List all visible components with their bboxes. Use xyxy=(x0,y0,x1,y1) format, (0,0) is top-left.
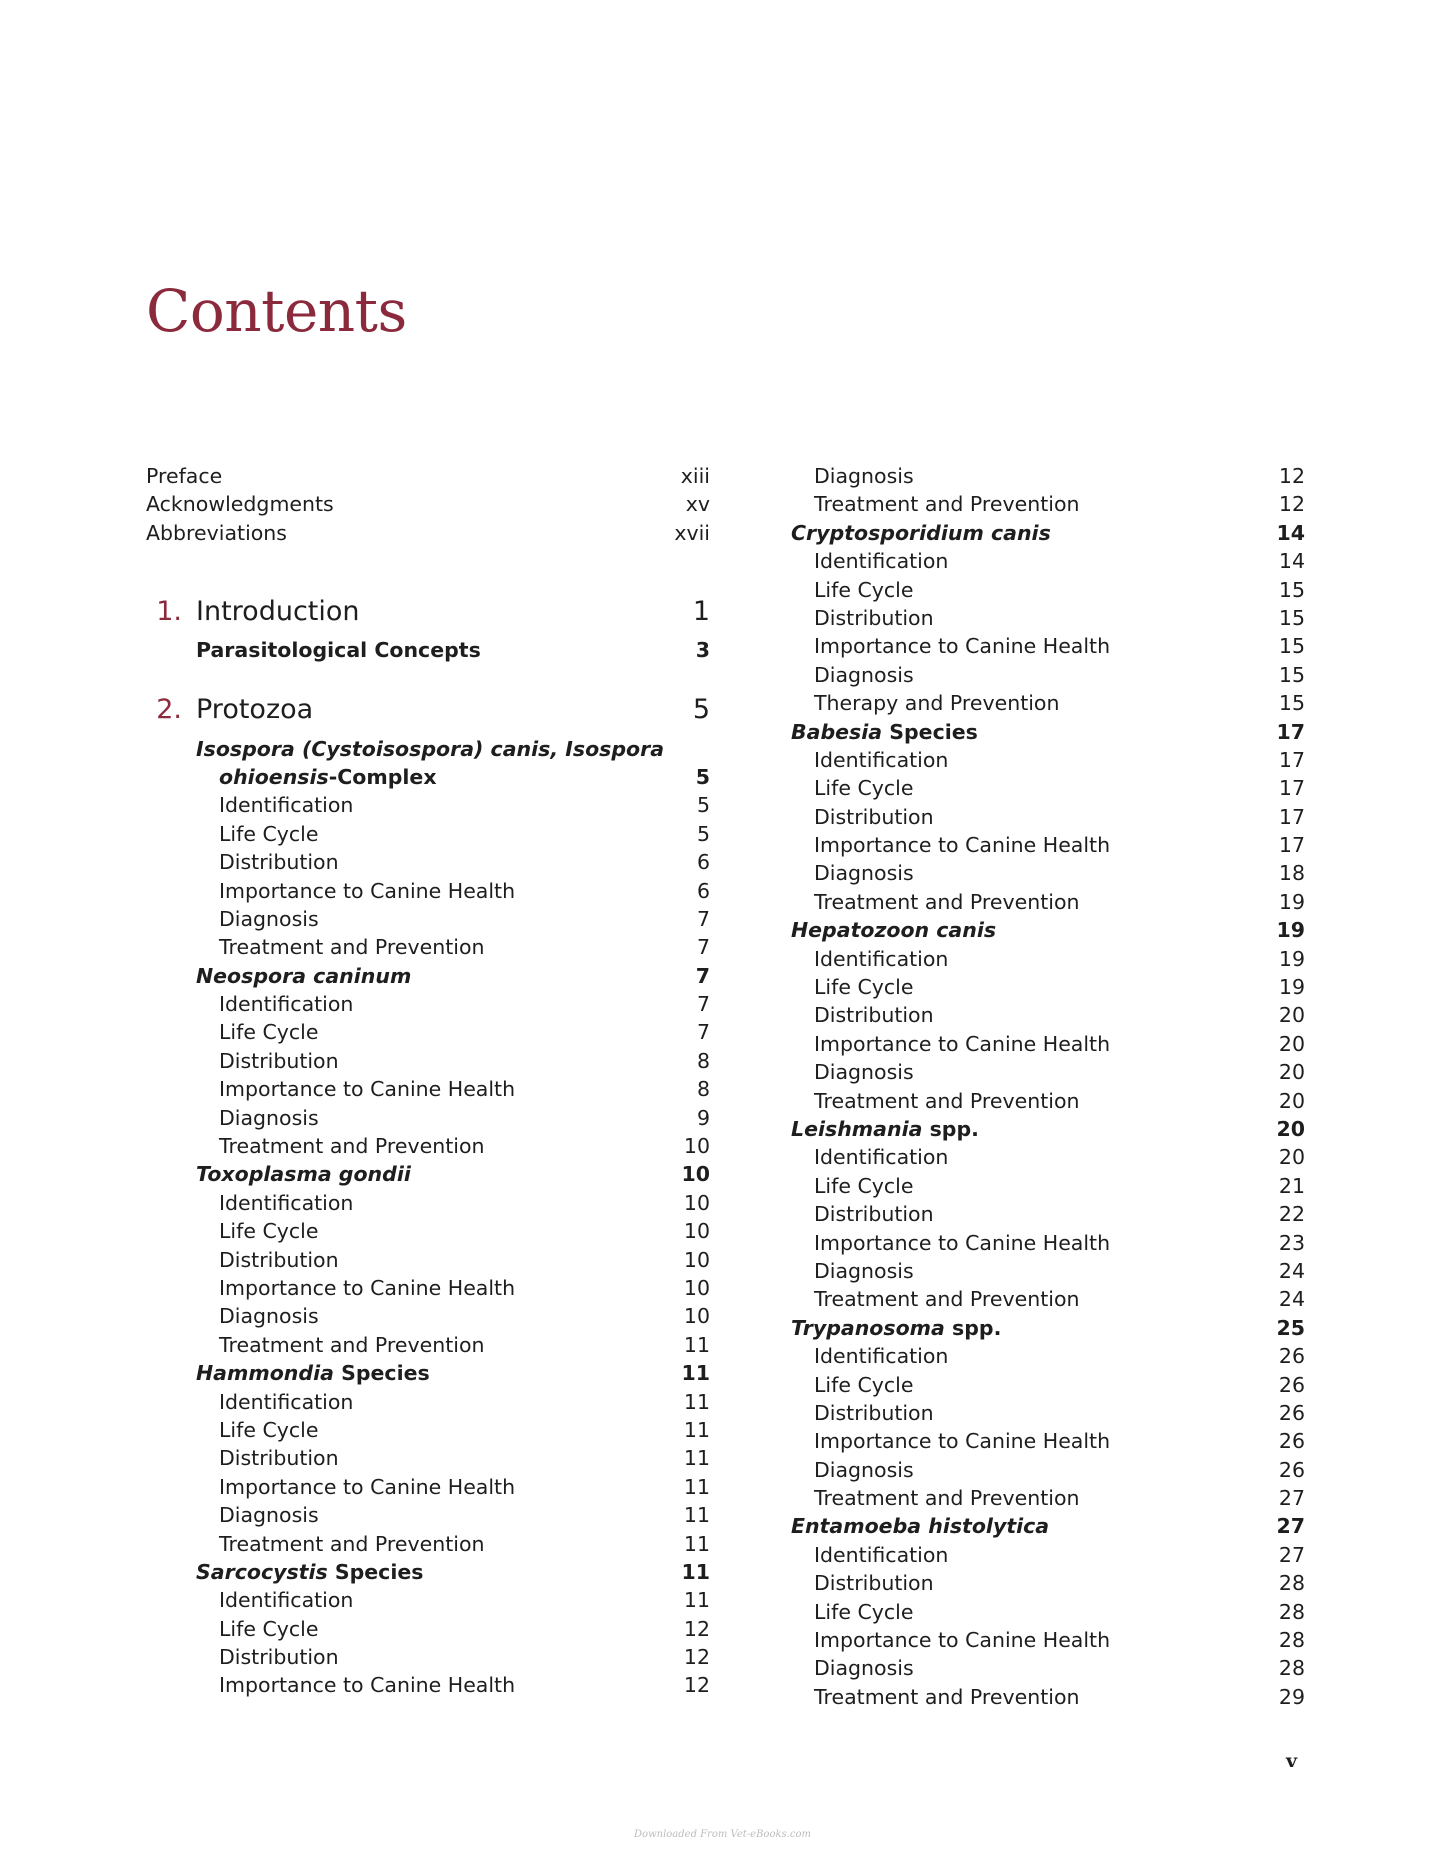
toc-entry-page: 8 xyxy=(696,1048,710,1073)
toc-entry-title: Distribution xyxy=(219,850,339,875)
toc-entry-title: Importance to Canine Health xyxy=(219,1673,516,1698)
toc-entry-title: Identification xyxy=(814,1145,949,1170)
toc-chapter[interactable] xyxy=(146,593,710,631)
toc-entry-page: 11 xyxy=(681,1559,710,1584)
toc-entry-title: Importance to Canine Health xyxy=(219,1077,516,1102)
toc-entry-page: 8 xyxy=(696,1077,710,1102)
toc-entry-title: Importance to Canine Health xyxy=(814,833,1111,858)
toc-entry[interactable] xyxy=(791,689,1305,717)
toc-entry[interactable] xyxy=(146,490,710,518)
toc-entry-page: 27 xyxy=(1278,1486,1305,1511)
toc-entry-page: 14 xyxy=(1278,549,1305,574)
toc-right-list xyxy=(791,462,1305,1711)
toc-entry-title: Diagnosis xyxy=(814,1457,914,1482)
toc-entry-title: Life Cycle xyxy=(814,1599,914,1624)
toc-entry-page: 5 xyxy=(696,821,710,846)
chapter-number: 2. xyxy=(156,693,182,725)
spacer xyxy=(146,547,710,593)
toc-section[interactable] xyxy=(791,1512,1305,1540)
toc-entry-page: 6 xyxy=(696,850,710,875)
toc-entry-page: 11 xyxy=(681,1361,710,1386)
toc-entry[interactable] xyxy=(791,1001,1305,1029)
chapter-page: 1 xyxy=(692,596,710,628)
toc-entry-title: Diagnosis xyxy=(814,861,914,886)
toc-entry-page: 10 xyxy=(683,1304,710,1329)
toc-entry[interactable] xyxy=(146,1615,710,1643)
toc-entry[interactable] xyxy=(146,933,710,961)
toc-entry[interactable] xyxy=(146,1530,710,1558)
toc-entry-title: Distribution xyxy=(219,1645,339,1670)
toc-entry[interactable] xyxy=(791,888,1305,916)
toc-section[interactable] xyxy=(146,962,710,990)
toc-entry[interactable] xyxy=(791,859,1305,887)
toc-entry-title: Diagnosis xyxy=(814,1258,914,1283)
toc-entry-title: Isospora (Cystoisospora) canis, Isospora xyxy=(196,736,665,761)
toc-entry-page: 12 xyxy=(683,1673,710,1698)
toc-entry[interactable] xyxy=(146,1302,710,1330)
toc-entry-title: Life Cycle xyxy=(814,577,914,602)
spacer xyxy=(146,665,710,691)
toc-entry-title: Diagnosis xyxy=(814,464,914,488)
toc-entry-page: 28 xyxy=(1278,1571,1305,1596)
toc-entry-title: Trypanosoma xyxy=(791,1315,945,1340)
toc-entry[interactable] xyxy=(146,1217,710,1245)
toc-entry-page: 11 xyxy=(683,1531,710,1556)
toc-entry-title: Distribution xyxy=(814,804,934,829)
toc-entry-page: 10 xyxy=(683,1190,710,1215)
toc-entry[interactable] xyxy=(146,1104,710,1132)
toc-entry-title: Distribution xyxy=(814,1202,934,1227)
toc-entry-title: Sarcocystis xyxy=(196,1559,328,1584)
toc-entry[interactable] xyxy=(146,1331,710,1359)
toc-entry[interactable] xyxy=(791,604,1305,632)
toc-section[interactable] xyxy=(791,718,1305,746)
toc-entry-title: Cryptosporidium canis xyxy=(791,520,1051,545)
toc-left-column xyxy=(146,462,710,1700)
toc-entry[interactable] xyxy=(791,1683,1305,1711)
toc-entry-page: 11 xyxy=(683,1503,710,1528)
toc-entry-page: 18 xyxy=(1278,861,1305,886)
toc-right-column xyxy=(791,462,1305,1711)
toc-entry-page: 5 xyxy=(696,793,710,818)
toc-entry-title: Entamoeba histolytica xyxy=(791,1514,1050,1539)
toc-entry-page: 15 xyxy=(1278,577,1305,602)
toc-entry-title: Babesia xyxy=(791,719,883,744)
toc-entry[interactable] xyxy=(791,632,1305,660)
toc-entry-page: 7 xyxy=(695,963,710,988)
toc-entry-title: Toxoplasma gondii xyxy=(196,1162,411,1187)
toc-entry-page: 12 xyxy=(683,1616,710,1641)
toc-entry-page: 21 xyxy=(1278,1173,1305,1198)
toc-entry-page: xvii xyxy=(674,520,710,545)
toc-entry-page: 17 xyxy=(1278,776,1305,801)
toc-entry-page: 28 xyxy=(1278,1628,1305,1653)
toc-entry-page: 19 xyxy=(1278,889,1305,914)
toc-entry-title: Treatment and Prevention xyxy=(814,1486,1080,1511)
toc-entry-title: Hepatozoon canis xyxy=(791,918,997,943)
toc-entry[interactable] xyxy=(146,1416,710,1444)
toc-entry-page: 11 xyxy=(683,1588,710,1613)
page-title: Contents xyxy=(146,277,407,345)
toc-section[interactable] xyxy=(791,1314,1305,1342)
toc-entry-page: 20 xyxy=(1278,1003,1305,1028)
toc-entry-page: 26 xyxy=(1278,1457,1305,1482)
toc-entry[interactable] xyxy=(791,1598,1305,1626)
toc-entry-title: Treatment and Prevention xyxy=(814,1287,1080,1312)
toc-entry-title: Preface xyxy=(146,464,223,488)
toc-entry-title: Identification xyxy=(219,1190,354,1215)
toc-section[interactable] xyxy=(791,1115,1305,1143)
toc-entry-title: Diagnosis xyxy=(814,662,914,687)
toc-entry-title: Importance to Canine Health xyxy=(814,1230,1111,1255)
toc-entry-page: 10 xyxy=(683,1219,710,1244)
toc-entry-title: Life Cycle xyxy=(219,1417,319,1442)
toc-entry-page: 23 xyxy=(1278,1230,1305,1255)
toc-entry[interactable] xyxy=(791,1229,1305,1257)
toc-entry[interactable] xyxy=(146,905,710,933)
page-number: v xyxy=(1286,1750,1298,1772)
toc-entry-page: 12 xyxy=(1278,492,1305,517)
toc-entry-page: 10 xyxy=(683,1275,710,1300)
toc-entry-page: 6 xyxy=(696,878,710,903)
toc-entry-title-suffix: Species xyxy=(333,1361,430,1386)
toc-entry-title: Treatment and Prevention xyxy=(814,492,1080,517)
toc-entry-page: xiii xyxy=(680,464,710,488)
toc-entry[interactable] xyxy=(791,1030,1305,1058)
chapter-page: 5 xyxy=(692,693,710,725)
chapter-title: Introduction xyxy=(196,596,360,628)
toc-entry-page: 7 xyxy=(696,1020,710,1045)
toc-entry-page: 15 xyxy=(1278,691,1305,716)
toc-entry-title: Importance to Canine Health xyxy=(219,1275,516,1300)
toc-entry-title: Treatment and Prevention xyxy=(219,1134,485,1159)
toc-entry-page: 17 xyxy=(1278,804,1305,829)
toc-entry[interactable] xyxy=(791,1172,1305,1200)
toc-entry-title: Importance to Canine Health xyxy=(814,1429,1111,1454)
toc-entry-title: Diagnosis xyxy=(219,1503,319,1528)
toc-entry[interactable] xyxy=(146,1586,710,1614)
toc-entry[interactable] xyxy=(791,803,1305,831)
toc-entry-page: 3 xyxy=(695,638,710,663)
toc-entry[interactable] xyxy=(146,1189,710,1217)
toc-entry-title: Distribution xyxy=(219,1446,339,1471)
toc-section[interactable] xyxy=(146,1359,710,1387)
toc-entry-title: Importance to Canine Health xyxy=(219,1474,516,1499)
toc-entry[interactable] xyxy=(146,1047,710,1075)
toc-entry[interactable] xyxy=(146,791,710,819)
toc-entry-page: 11 xyxy=(683,1474,710,1499)
toc-entry-title: Identification xyxy=(219,1389,354,1414)
toc-entry-title: Identification xyxy=(219,992,354,1017)
toc-entry-page: 26 xyxy=(1278,1344,1305,1369)
chapter-number: 1. xyxy=(156,596,182,628)
toc-section[interactable] xyxy=(146,1558,710,1586)
toc-entry-page: 15 xyxy=(1278,634,1305,659)
toc-entry[interactable] xyxy=(146,1643,710,1671)
toc-entry-page: 7 xyxy=(696,906,710,931)
toc-entry-title: Identification xyxy=(219,1588,354,1613)
toc-entry-page: 29 xyxy=(1278,1684,1305,1709)
toc-entry-title: Distribution xyxy=(219,1048,339,1073)
toc-entry-page: 11 xyxy=(683,1446,710,1471)
toc-entry-title: Life Cycle xyxy=(814,1372,914,1397)
toc-entry[interactable] xyxy=(791,1257,1305,1285)
toc-entry-title: Distribution xyxy=(814,605,934,630)
toc-entry[interactable] xyxy=(146,462,710,490)
toc-entry[interactable] xyxy=(146,1501,710,1529)
toc-entry-title: Treatment and Prevention xyxy=(814,889,1080,914)
toc-entry-page: 26 xyxy=(1278,1400,1305,1425)
toc-entry-title-suffix: spp. xyxy=(944,1315,1002,1340)
toc-entry-title: Treatment and Prevention xyxy=(219,1531,485,1556)
toc-entry-title: Distribution xyxy=(219,1247,339,1272)
toc-entry-page: 26 xyxy=(1278,1372,1305,1397)
toc-entry[interactable] xyxy=(791,1626,1305,1654)
toc-entry-title: Distribution xyxy=(814,1571,934,1596)
toc-entry-page: 20 xyxy=(1278,1060,1305,1085)
toc-entry-title: Life Cycle xyxy=(814,975,914,1000)
toc-entry-page: 22 xyxy=(1278,1202,1305,1227)
toc-entry-page: 11 xyxy=(683,1417,710,1442)
toc-entry[interactable] xyxy=(146,1274,710,1302)
toc-entry[interactable] xyxy=(791,1569,1305,1597)
toc-entry-title: Identification xyxy=(814,1542,949,1567)
toc-entry[interactable] xyxy=(146,1444,710,1472)
watermark: Downloaded From Vet-eBooks.com xyxy=(634,1829,811,1840)
toc-entry-page: xv xyxy=(685,492,710,517)
toc-entry-title-suffix: Species xyxy=(882,719,978,744)
toc-entry-title: Identification xyxy=(814,747,949,772)
toc-entry-page: 10 xyxy=(683,1247,710,1272)
toc-entry-page: 24 xyxy=(1278,1287,1305,1312)
toc-entry-title: Importance to Canine Health xyxy=(814,1628,1111,1653)
toc-entry[interactable] xyxy=(791,547,1305,575)
toc-entry-title: Life Cycle xyxy=(219,821,319,846)
toc-entry-page: 17 xyxy=(1276,719,1305,744)
toc-entry[interactable] xyxy=(791,1427,1305,1455)
toc-entry[interactable] xyxy=(146,1018,710,1046)
toc-entry[interactable] xyxy=(791,831,1305,859)
toc-entry-title: Diagnosis xyxy=(219,1105,319,1130)
toc-entry-title: Treatment and Prevention xyxy=(219,1332,485,1357)
toc-entry[interactable] xyxy=(146,1473,710,1501)
toc-entry-page: 27 xyxy=(1276,1514,1305,1539)
toc-entry-page: 11 xyxy=(683,1389,710,1414)
toc-entry[interactable] xyxy=(791,945,1305,973)
toc-entry[interactable] xyxy=(791,576,1305,604)
toc-entry[interactable] xyxy=(146,1246,710,1274)
toc-entry-title: Identification xyxy=(814,946,949,971)
toc-entry-title: Identification xyxy=(814,1344,949,1369)
toc-entry-page: 20 xyxy=(1278,1088,1305,1113)
toc-entry-title: Life Cycle xyxy=(219,1020,319,1045)
toc-entry[interactable] xyxy=(791,973,1305,1001)
toc-entry-page: 28 xyxy=(1278,1656,1305,1681)
toc-entry[interactable] xyxy=(791,490,1305,518)
toc-entry-page: 10 xyxy=(681,1162,710,1187)
toc-entry-page: 7 xyxy=(696,935,710,960)
toc-entry[interactable] xyxy=(146,1132,710,1160)
toc-section[interactable] xyxy=(146,763,710,791)
toc-entry[interactable] xyxy=(791,1087,1305,1115)
toc-entry-title: Distribution xyxy=(814,1003,934,1028)
toc-entry[interactable] xyxy=(146,1671,710,1699)
toc-entry-title: Life Cycle xyxy=(814,1173,914,1198)
toc-entry[interactable] xyxy=(146,990,710,1018)
toc-entry-title: Life Cycle xyxy=(814,776,914,801)
toc-entry-title: Acknowledgments xyxy=(146,492,334,517)
toc-entry-page: 25 xyxy=(1276,1315,1305,1340)
toc-entry-title: Treatment and Prevention xyxy=(814,1684,1080,1709)
toc-entry-title: Treatment and Prevention xyxy=(814,1088,1080,1113)
toc-entry-page: 5 xyxy=(695,764,710,789)
toc-entry-page: 27 xyxy=(1278,1542,1305,1567)
toc-entry-title: Diagnosis xyxy=(219,906,319,931)
toc-entry-title: Neospora caninum xyxy=(196,963,412,988)
toc-entry-title-suffix: Species xyxy=(327,1559,424,1584)
toc-entry[interactable] xyxy=(791,1143,1305,1171)
toc-entry-title: Hammondia xyxy=(196,1361,334,1386)
toc-entry[interactable] xyxy=(791,1285,1305,1313)
toc-entry[interactable] xyxy=(146,1075,710,1103)
toc-entry-title: Therapy and Prevention xyxy=(814,691,1060,716)
toc-entry-page: 12 xyxy=(1278,464,1305,488)
toc-entry[interactable] xyxy=(791,1058,1305,1086)
toc-entry-title-italic: ohioensis xyxy=(219,764,329,789)
toc-entry-title: Identification xyxy=(219,793,354,818)
toc-entry-title: Abbreviations xyxy=(146,520,287,545)
toc-entry[interactable] xyxy=(146,877,710,905)
toc-chapter[interactable] xyxy=(146,691,710,729)
toc-entry[interactable] xyxy=(146,1388,710,1416)
toc-entry[interactable] xyxy=(791,1541,1305,1569)
toc-entry[interactable] xyxy=(146,848,710,876)
toc-entry[interactable] xyxy=(791,661,1305,689)
toc-section[interactable] xyxy=(146,735,710,763)
toc-entry-page: 19 xyxy=(1276,918,1305,943)
toc-entry[interactable] xyxy=(791,1456,1305,1484)
toc-section[interactable] xyxy=(791,519,1305,547)
toc-entry-title: Life Cycle xyxy=(219,1219,319,1244)
toc-entry[interactable] xyxy=(146,519,710,547)
toc-entry-title: Diagnosis xyxy=(814,1656,914,1681)
toc-entry-page: 7 xyxy=(696,992,710,1017)
toc-entry[interactable] xyxy=(791,1399,1305,1427)
toc-section[interactable] xyxy=(146,636,710,664)
toc-entry-page: 19 xyxy=(1278,975,1305,1000)
toc-entry-title: Diagnosis xyxy=(814,1060,914,1085)
toc-entry-page: 15 xyxy=(1278,605,1305,630)
toc-entry-page: 17 xyxy=(1278,747,1305,772)
toc-entry[interactable] xyxy=(791,1342,1305,1370)
toc-entry-page: 17 xyxy=(1278,833,1305,858)
toc-entry-title-rest: -Complex xyxy=(328,764,437,789)
toc-entry[interactable] xyxy=(791,1484,1305,1512)
toc-entry-page: 28 xyxy=(1278,1599,1305,1624)
toc-entry-page: 19 xyxy=(1278,946,1305,971)
toc-entry-title: Importance to Canine Health xyxy=(219,878,516,903)
toc-entry-title-suffix: spp. xyxy=(922,1116,979,1141)
toc-entry-page: 14 xyxy=(1276,520,1305,545)
toc-entry[interactable] xyxy=(146,820,710,848)
toc-entry[interactable] xyxy=(791,746,1305,774)
toc-entry-page: 24 xyxy=(1278,1258,1305,1283)
toc-entry-title: Diagnosis xyxy=(219,1304,319,1329)
toc-entry-title: Treatment and Prevention xyxy=(219,935,485,960)
toc-entry-page: 20 xyxy=(1276,1116,1305,1141)
toc-entry-title: Importance to Canine Health xyxy=(814,1031,1111,1056)
toc-left-list xyxy=(146,791,710,1700)
toc-entry[interactable] xyxy=(791,1654,1305,1682)
toc-entry-page: 10 xyxy=(683,1134,710,1159)
toc-entry-title: Leishmania xyxy=(791,1116,923,1141)
toc-entry-page: 26 xyxy=(1278,1429,1305,1454)
toc-section[interactable] xyxy=(146,1160,710,1188)
toc-entry-page: 20 xyxy=(1278,1031,1305,1056)
toc-entry-title: Importance to Canine Health xyxy=(814,634,1111,659)
toc-entry-title: Parasitological Concepts xyxy=(196,638,481,663)
toc-entry-page: 11 xyxy=(683,1332,710,1357)
toc-entry[interactable] xyxy=(791,774,1305,802)
toc-entry[interactable] xyxy=(791,1200,1305,1228)
toc-entry-page: 12 xyxy=(683,1645,710,1670)
toc-entry-page: 9 xyxy=(696,1105,710,1130)
toc-entry[interactable] xyxy=(791,462,1305,490)
toc-entry-title: Distribution xyxy=(814,1400,934,1425)
toc-entry[interactable] xyxy=(791,1371,1305,1399)
toc-entry-title: Life Cycle xyxy=(219,1616,319,1641)
toc-entry-page: 20 xyxy=(1278,1145,1305,1170)
toc-entry-page: 15 xyxy=(1278,662,1305,687)
chapter-title: Protozoa xyxy=(196,693,314,725)
toc-section[interactable] xyxy=(791,916,1305,944)
toc-entry-title: Identification xyxy=(814,549,949,574)
